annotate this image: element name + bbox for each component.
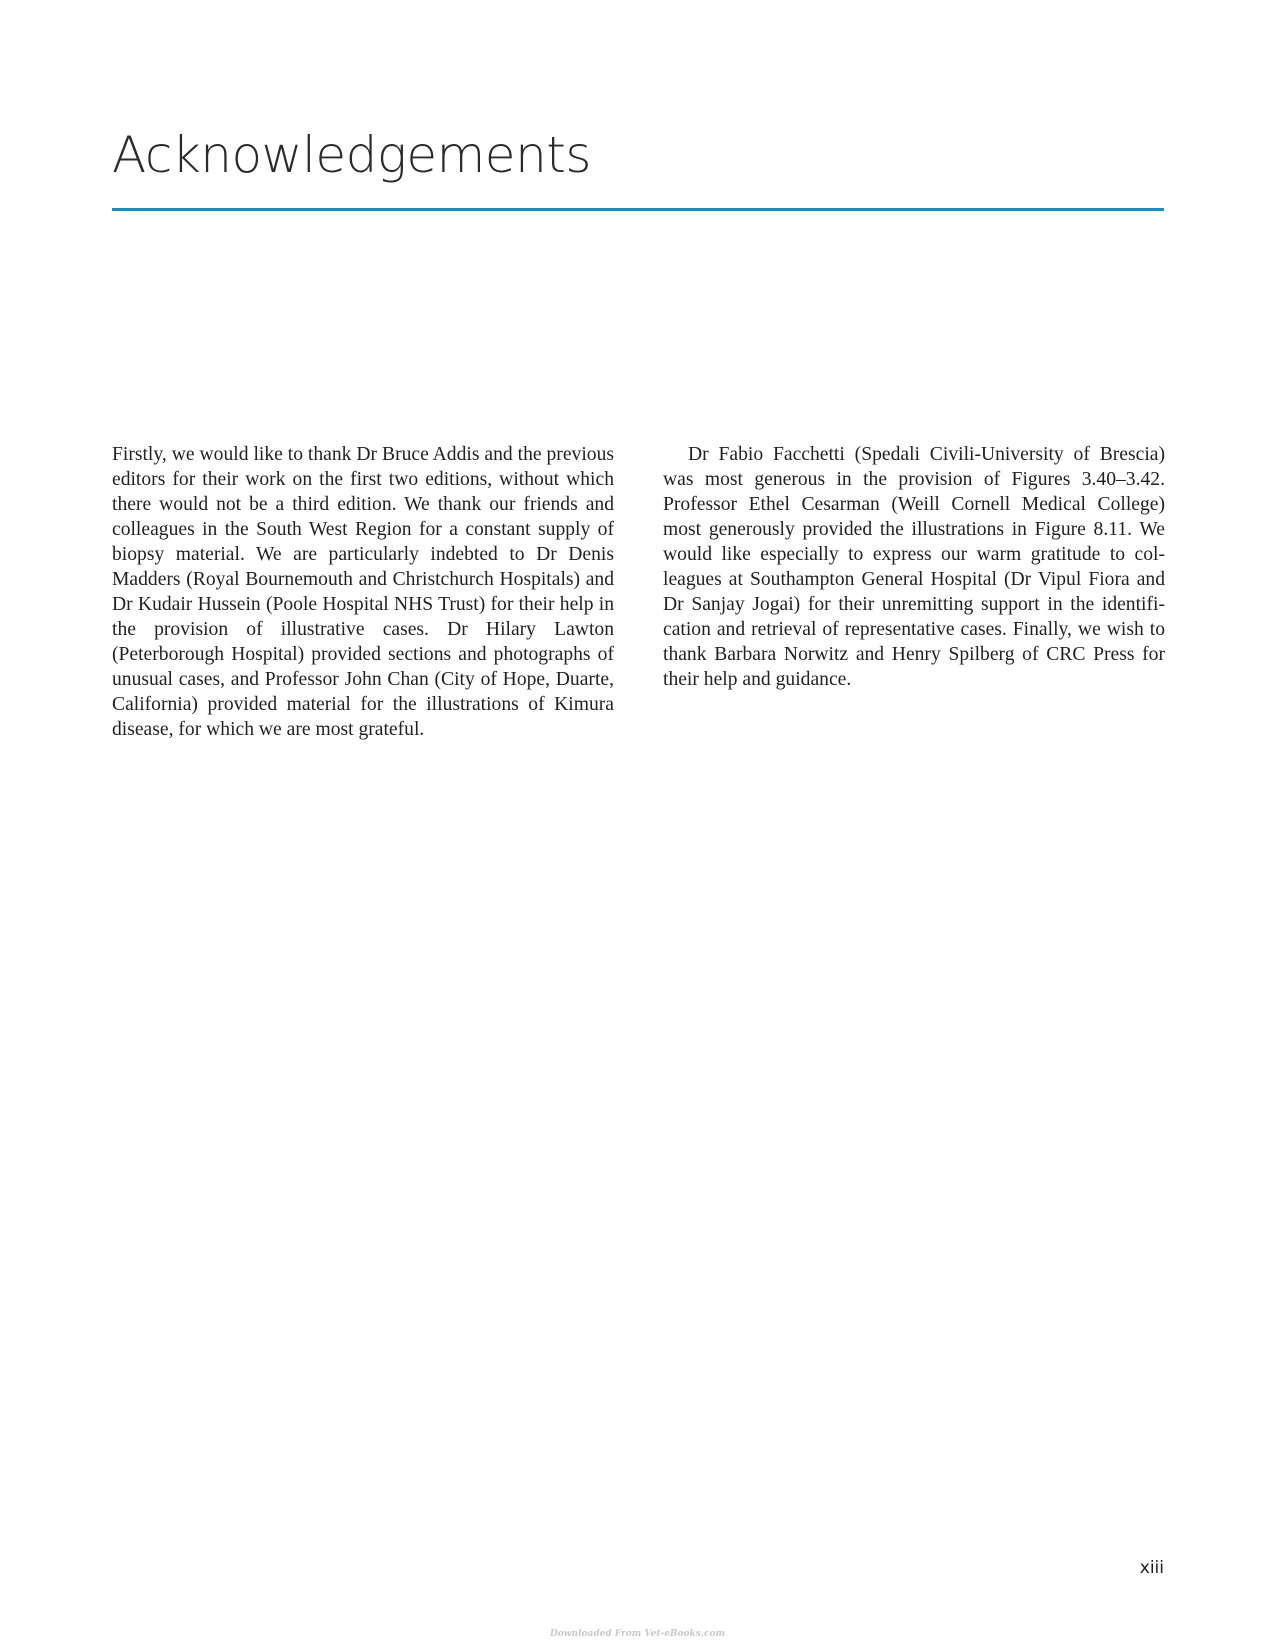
download-watermark: Downloaded From Vet-eBooks.com xyxy=(550,1629,725,1639)
page-number: xiii xyxy=(1139,1558,1164,1578)
body-paragraph-left-column: Firstly, we would like to thank Dr Bruce Addis and the previous editors for their work on the first two editions, without which there would not be a third edition. We thank our friends and colleagues in the South West Region for a constant supply of biopsy material. We are particularly indebted to Dr Denis Madders (Royal Bournemouth and Christchurch Hospitals) and Dr Kudair Hussein (Poole Hospital NHS Trust) for their help in the provision of illustrative cases. Dr Hilary Lawton (Peterborough Hospital) provided sections and photographs of unusual cases, and Professor John Chan (City of Hope, Duarte, California) provided material for the illustrations of Kimura disease, for which we are most grateful. xyxy=(112,444,614,740)
body-paragraph-right-column: Dr Fabio Facchetti (Spedali Civili-University of Brescia) was most generous in the provision of Figures 3.40–3.42. Professor Ethel Cesarman (Weill Cornell Medical College) most generously provided the illustrations in Figure 8.11. We would like especially to express our warm gratitude to colleagues at Southampton General Hospital (Dr Vipul Fiora and Dr Sanjay Jogai) for their unremitting support in the identification and retrieval of representative cases. Finally, we wish to thank Barbara Norwitz and Henry Spilberg of CRC Press for their help and guidance. xyxy=(663,444,1165,690)
title-divider xyxy=(112,208,1164,211)
page-title: Acknowledgements xyxy=(112,126,591,184)
